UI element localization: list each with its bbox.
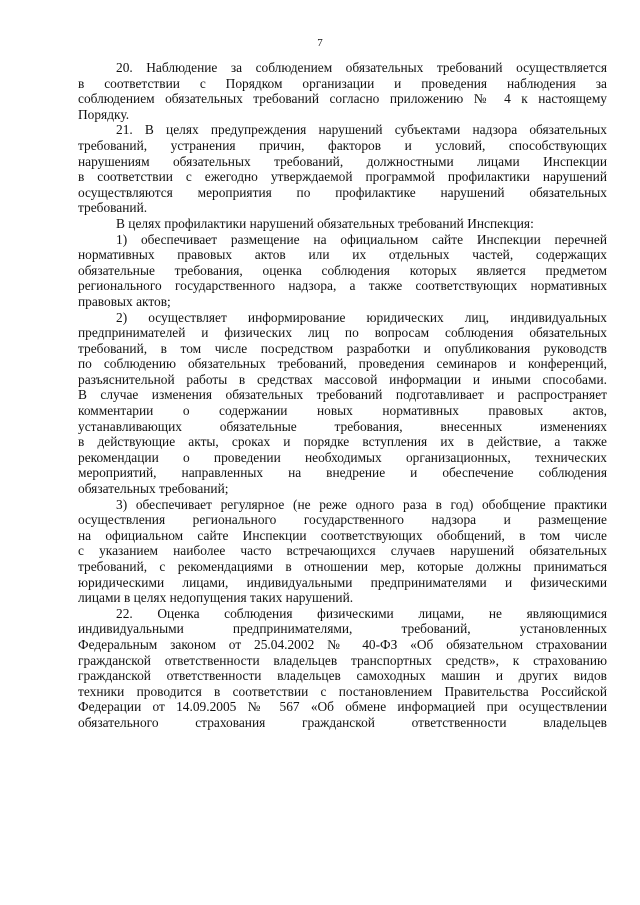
text-line: осуществления регионального государственного надзора и размещение [78,512,607,528]
text-line: осуществляются мероприятия по профилактике нарушений обязательных [78,184,607,200]
text-line: правовых актов; [78,293,171,309]
text-line: комментарии о содержании новых нормативных правовых актов, [78,403,607,419]
text-line: обязательных требований; [78,481,229,497]
text-line: в соответствии с ежегодно утверждаемой программой профилактики нарушений [78,169,607,185]
text-line: 2) осуществляет информирование юридических лиц, индивидуальных [116,309,607,325]
text-line: 3) обеспечивает регулярное (не реже одного раза в год) обобщение практики [116,496,607,512]
text-line: с указанием наиболее часто встречающихся случаев нарушений обязательных [78,543,607,559]
text-line: В случае изменения обязательных требований подготавливает и распространяет [78,387,607,403]
text-line: Порядку. [78,106,130,122]
text-line: регионального государственного надзора, а также соответствующих нормативных [78,278,607,294]
text-line: 1) обеспечивает размещение на официальном сайте Инспекции перечней [116,231,607,247]
text-line: 21. В целях предупреждения нарушений субъектами надзора обязательных [116,122,607,138]
text-line: соблюдением обязательных требований согласно приложению № 4 к настоящему [78,91,607,107]
text-line: на официальном сайте Инспекции соответствующих обобщений, в том числе [78,527,607,543]
text-line: требований, устранения причин, факторов и условий, способствующих [78,137,607,153]
text-line: гражданской ответственности владельцев транспортных средств», к страхованию [78,652,607,668]
text-line: обязательного страхования гражданской ответственности владельцев [78,714,607,730]
text-line: В целях профилактики нарушений обязательных требований Инспекция: [116,215,534,231]
text-line: нормативных правовых актов или их отдельных частей, содержащих [78,247,607,263]
text-line: требований, в том числе посредством разработки и опубликования руководств [78,340,607,356]
text-line: Федерации от 14.09.2005 № 567 «Об обмене информацией при осуществлении [78,699,607,715]
text-line: Федеральным законом от 25.04.2002 № 40-ФЗ «Об обязательном страховании [78,636,607,652]
text-line: 20. Наблюдение за соблюдением обязательных требований осуществляется [116,60,607,75]
text-line: требований. [78,200,148,216]
text-line: гражданской ответственности владельцев самоходных машин и других видов [78,668,607,684]
text-line: техники проводится в соответствии с постановлением Правительства Российской [78,683,607,699]
text-line: рекомендации о проведении необходимых организационных, технических [78,449,607,465]
text-line: обязательные требования, оценка соблюдения которых является предметом [78,262,607,278]
text-line: индивидуальными предпринимателями, требований, установленных [78,621,607,637]
text-line: устанавливающих обязательные требования, внесенных изменениях [78,418,607,434]
page-number: 7 [317,37,323,49]
text-line: предпринимателей и физических лиц по вопросам соблюдения обязательных [78,325,607,341]
text-line: юридическими лицами, индивидуальными предпринимателями и физическими [78,574,607,590]
document-body [78,60,607,731]
text-line: в действующие акты, сроках и порядке вступления их в действие, а также [78,434,607,450]
text-line: лицами в целях недопущения таких нарушений. [78,590,354,606]
text-line: 22. Оценка соблюдения физическими лицами, не являющимися [116,605,607,621]
text-line: мероприятий, направленных на внедрение и обеспечение соблюдения [78,465,607,481]
text-line: требований, с рекомендациями в отношении мер, которые должны приниматься [78,559,607,574]
text-line: в соответствии с Порядком организации и проведения наблюдения за [78,75,607,91]
text-line: разъяснительной работы в средствах массовой информации и иными способами. [78,371,607,387]
text-line: нарушениям обязательных требований, должностными лицами Инспекции [78,153,607,169]
text-line: по соблюдению обязательных требований, проведения семинаров и конференций, [78,356,607,372]
